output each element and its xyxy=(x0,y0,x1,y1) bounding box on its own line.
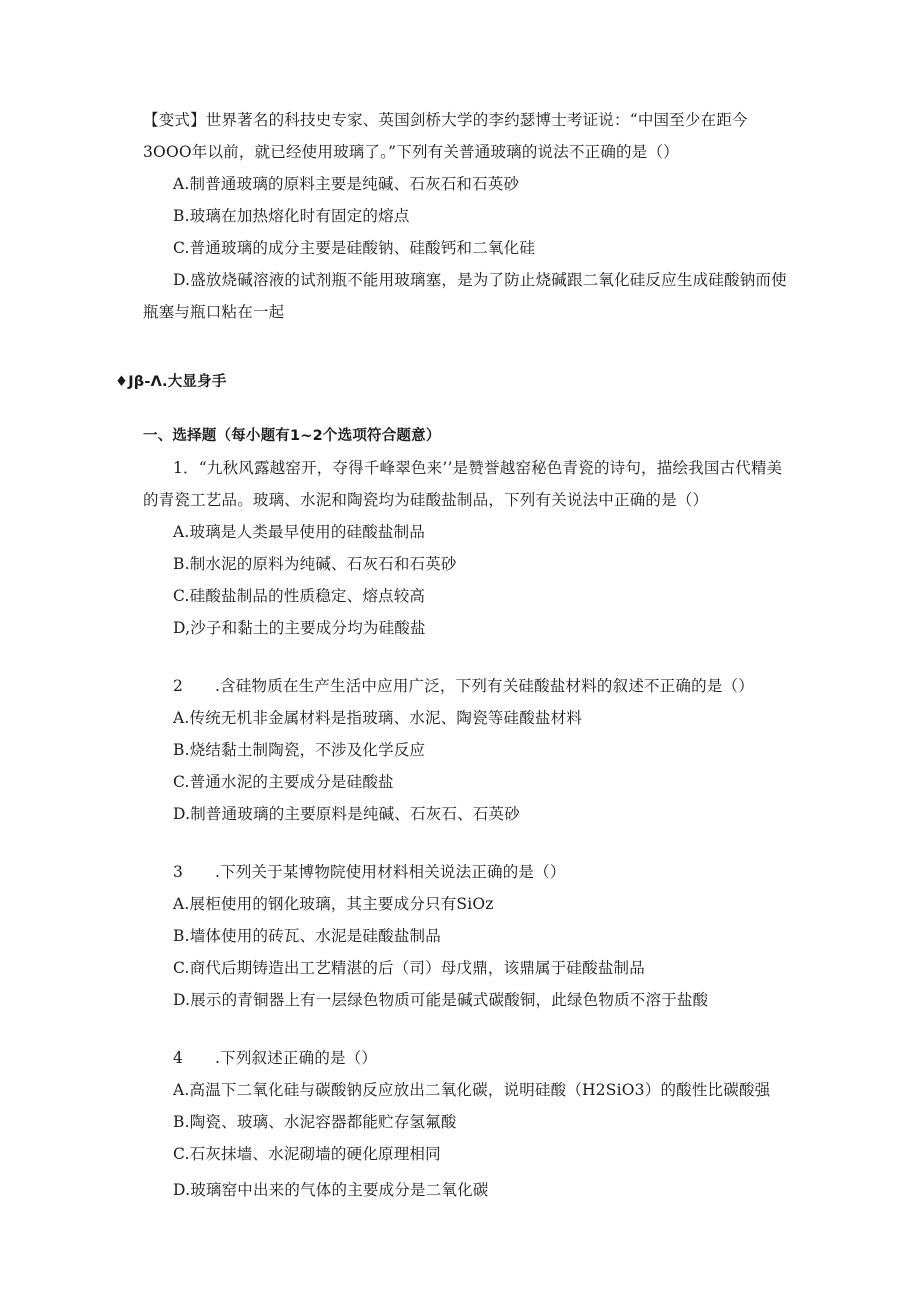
q4-option-c: C.石灰抹墙、水泥砌墙的硬化原理相同 xyxy=(173,1145,441,1163)
q2-option-b: B.烧结黏土制陶瓷，不涉及化学反应 xyxy=(173,741,426,759)
variant-stem-line2: 3OOO年以前，就已经使用玻璃了。”下列有关普通玻璃的说法不正确的是（） xyxy=(143,143,679,161)
section-title: ♦Jβ-Λ.大显身手 xyxy=(115,374,227,390)
q2-stem xyxy=(173,676,754,696)
q3-number: 3 xyxy=(173,863,184,881)
q3-option-a: A.展柜使用的钢化玻璃，其主要成分只有SiOz xyxy=(173,895,494,913)
q3-option-c: C.商代后期铸造出工艺精湛的后（司）母戊鼎，该鼎属于硅酸盐制品 xyxy=(173,959,645,977)
q3-option-d: D.展示的青铜器上有一层绿色物质可能是碱式碳酸铜，此绿色物质不溶于盐酸 xyxy=(173,991,709,1009)
part-title: 一、选择题（每小题有1~2个选项符合题意） xyxy=(143,428,441,444)
q3-stem xyxy=(173,862,566,882)
q3-stem-text: .下列关于某博物院使用材料相关说法正确的是（） xyxy=(215,863,566,881)
q1-option-c: C.硅酸盐制品的性质稳定、熔点较高 xyxy=(173,587,426,605)
q1-option-b: B.制水泥的原料为纯碱、石灰石和石英砂 xyxy=(173,555,457,573)
variant-option-b: B.玻璃在加热熔化时有固定的熔点 xyxy=(173,207,410,225)
q1-stem-line1: 1．“九秋风露越窑开，夺得千峰翠色来’’是赞誉越窑秘色青瓷的诗句，描绘我国古代精美 xyxy=(173,459,783,477)
q2-stem-text: .含硅物质在生产生活中应用广泛，下列有关硅酸盐材料的叙述不正确的是（） xyxy=(215,677,754,695)
q3-option-b: B.墙体使用的砖瓦、水泥是硅酸盐制品 xyxy=(173,927,441,945)
variant-stem-line1: 【变式】世界著名的科技史专家、英国剑桥大学的李约瑟博士考证说：“中国至少在距今 xyxy=(143,111,748,129)
q4-stem xyxy=(173,1048,377,1068)
variant-option-d-continued: 瓶塞与瓶口粘在一起 xyxy=(143,303,285,321)
q1-stem-line2: 的青瓷工艺品。玻璃、水泥和陶瓷均为硅酸盐制品，下列有关说法中正确的是（） xyxy=(143,491,709,509)
variant-option-c: C.普通玻璃的成分主要是硅酸钠、硅酸钙和二氧化硅 xyxy=(173,239,536,257)
q2-number: 2 xyxy=(173,677,184,695)
q4-option-d: D.玻璃窑中出来的气体的主要成分是二氧化碳 xyxy=(173,1181,489,1199)
variant-option-a: A.制普通玻璃的原料主要是纯碱、石灰石和石英砂 xyxy=(173,175,520,193)
q4-number: 4 xyxy=(173,1049,184,1067)
q2-option-c: C.普通水泥的主要成分是硅酸盐 xyxy=(173,773,394,791)
q2-option-d: D.制普通玻璃的主要原料是纯碱、石灰石、石英砂 xyxy=(173,805,520,823)
q4-option-b: B.陶瓷、玻璃、水泥容器都能贮存氢氟酸 xyxy=(173,1113,457,1131)
q4-stem-text: .下列叙述正确的是（） xyxy=(215,1049,378,1067)
q1-option-a: A.玻璃是人类最早使用的硅酸盐制品 xyxy=(173,523,426,541)
variant-option-d: D.盛放烧碱溶液的试剂瓶不能用玻璃塞，是为了防止烧碱跟二氧化硅反应生成硅酸钠而使 xyxy=(173,271,787,289)
q2-option-a: A.传统无机非金属材料是指玻璃、水泥、陶瓷等硅酸盐材料 xyxy=(173,709,583,727)
q4-option-a: A.高温下二氧化硅与碳酸钠反应放出二氧化碳，说明硅酸（H2SiO3）的酸性比碳酸强 xyxy=(173,1081,771,1099)
q1-option-d: D,沙子和黏土的主要成分均为硅酸盐 xyxy=(173,619,426,637)
